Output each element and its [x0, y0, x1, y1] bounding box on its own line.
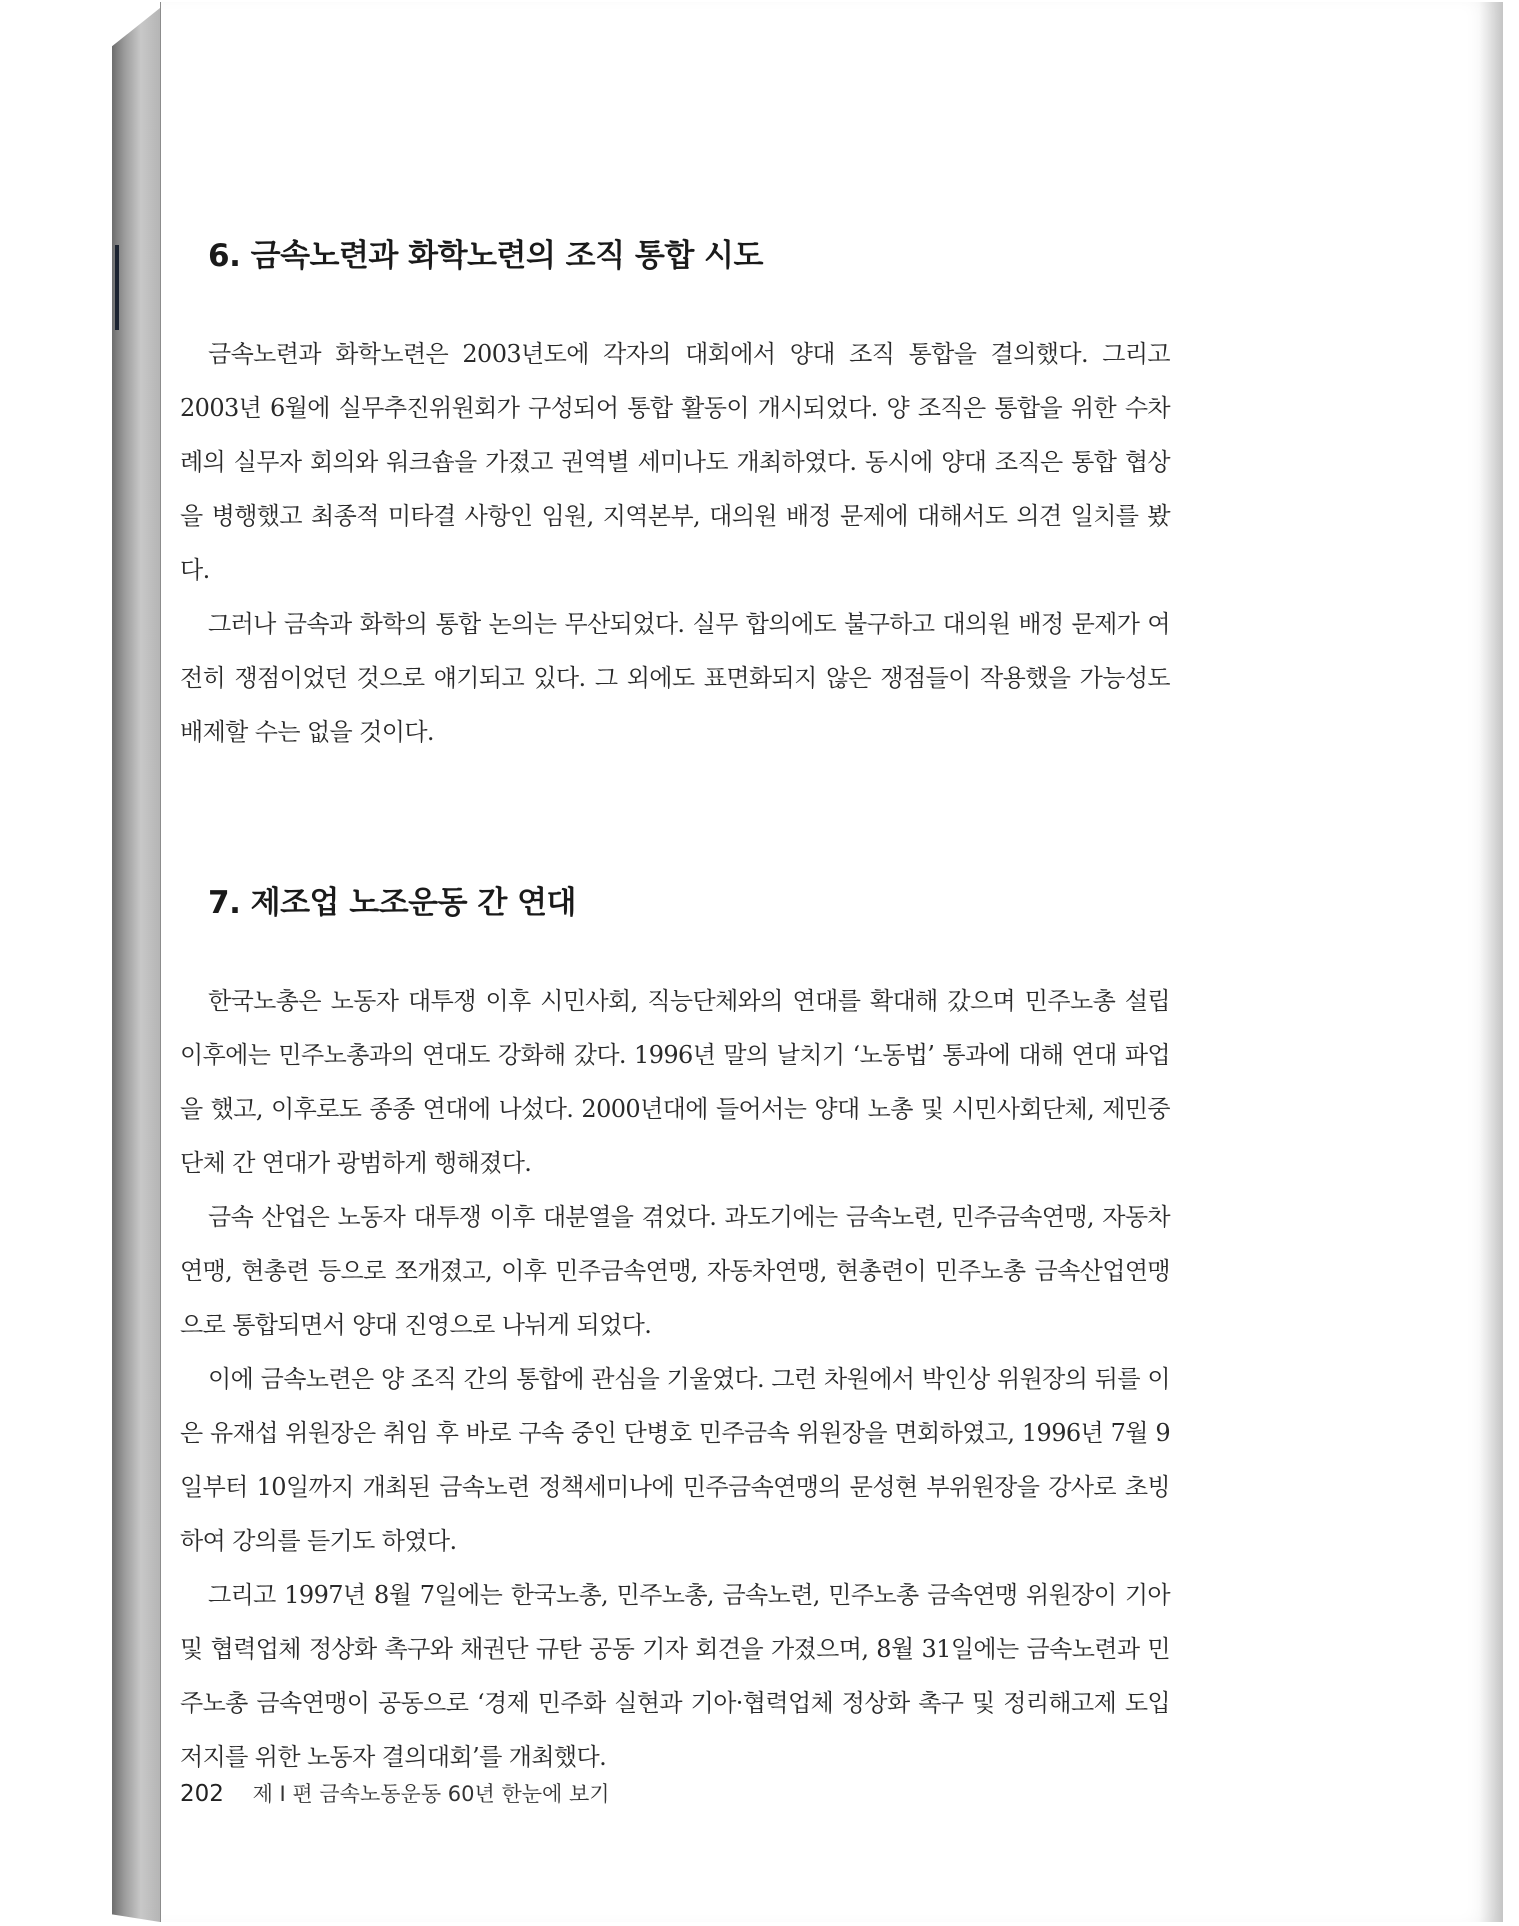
section-heading: 6. 금속노련과 화학노련의 조직 통합 시도: [208, 238, 763, 274]
paragraph: 그리고 1997년 8월 7일에는 한국노총, 민주노총, 금속노련, 민주노총 금속연맹 위원장이 기아 및 협력업체 정상화 촉구와 채권단 규탄 공동 기자 회견을 가졌으며, 8월 31일에는 금속노련과 민주노총 금속연맹이 공동으로 ‘경제 민주화 실현과 기아·협력업체 정상화 촉구 및 정리해고제 도입 저지를 위한 노동자 결의대회’를 개최했다.: [180, 1581, 1170, 1771]
page-footer: [180, 1778, 610, 1808]
page-shadow-edge: [1479, 2, 1503, 1922]
spine-mark: [115, 245, 119, 330]
book-spine-edge: [112, 8, 160, 1922]
running-title: 제 I 편 금속노동운동 60년 한눈에 보기: [252, 1782, 610, 1806]
paragraph: 한국노총은 노동자 대투쟁 이후 시민사회, 직능단체와의 연대를 확대해 갔으며 민주노총 설립 이후에는 민주노총과의 연대도 강화해 갔다. 1996년 말의 날치기 ‘노동법’ 통과에 대해 연대 파업을 했고, 이후로도 종종 연대에 나섰다. 2000년대에 들어서는 양대 노총 및 시민사회단체, 제민중단체 간 연대가 광범하게 행해졌다.: [180, 987, 1170, 1177]
page-content: [180, 230, 1170, 1784]
paragraph: 이에 금속노련은 양 조직 간의 통합에 관심을 기울였다. 그런 차원에서 박인상 위원장의 뒤를 이은 유재섭 위원장은 취임 후 바로 구속 중인 단병호 민주금속 위원장을 면회하였고, 1996년 7월 9일부터 10일까지 개최된 금속노련 정책세미나에 민주금속연맹의 문성현 부위원장을 강사로 초빙하여 강의를 듣기도 하였다.: [180, 1365, 1170, 1555]
paragraph: 그러나 금속과 화학의 통합 논의는 무산되었다. 실무 합의에도 불구하고 대의원 배정 문제가 여전히 쟁점이었던 것으로 얘기되고 있다. 그 외에도 표면화되지 않은 쟁점들이 작용했을 가능성도 배제할 수는 없을 것이다.: [180, 610, 1170, 746]
section-metal-chemical-integration: [180, 230, 1170, 759]
section-heading: 7. 제조업 노조운동 간 연대: [208, 885, 576, 921]
page-number: 202: [180, 1781, 224, 1807]
paragraph: 금속 산업은 노동자 대투쟁 이후 대분열을 겪었다. 과도기에는 금속노련, 민주금속연맹, 자동차연맹, 현총련 등으로 쪼개졌고, 이후 민주금속연맹, 자동차연맹, 현총련이 민주노총 금속산업연맹으로 통합되면서 양대 진영으로 나뉘게 되었다.: [180, 1203, 1170, 1339]
paragraph: 금속노련과 화학노련은 2003년도에 각자의 대회에서 양대 조직 통합을 결의했다. 그리고 2003년 6월에 실무추진위원회가 구성되어 통합 활동이 개시되었다. 양 조직은 통합을 위한 수차례의 실무자 회의와 워크숍을 가졌고 권역별 세미나도 개최하였다. 동시에 양대 조직은 통합 협상을 병행했고 최종적 미타결 사항인 임원, 지역본부, 대의원 배정 문제에 대해서도 의견 일치를 봤다.: [180, 340, 1170, 584]
section-manufacturing-solidarity: [180, 877, 1170, 1784]
